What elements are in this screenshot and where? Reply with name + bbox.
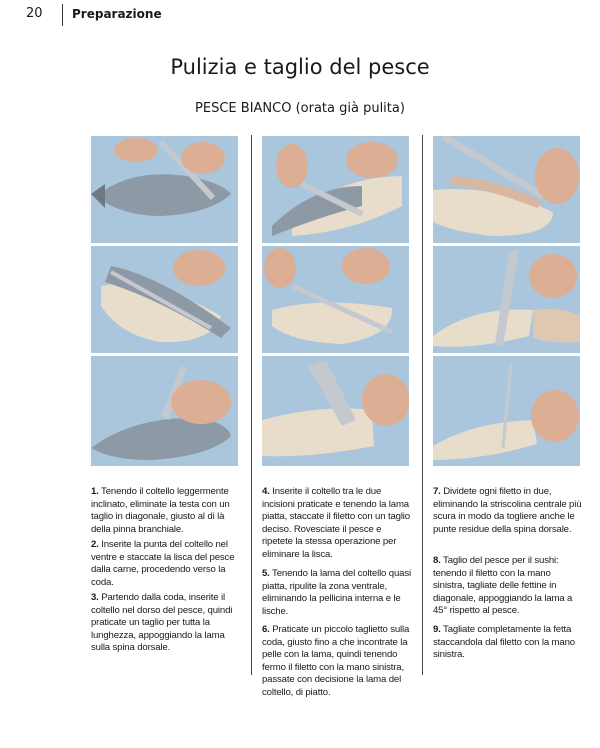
step-text: Tagliate completamente la fetta staccandola dal filetto con la mano sinistra.: [433, 624, 575, 661]
page-header: [0, 0, 600, 30]
step-number: 1.: [91, 486, 99, 497]
step-3: [91, 592, 241, 655]
fish-head-cut-photo: [91, 136, 238, 243]
diagonal-slicing-photo: [433, 246, 580, 353]
step-number: 6.: [262, 624, 270, 635]
sushi-slice-photo: [433, 356, 580, 466]
fillet-lifted-photo: [262, 136, 409, 243]
step-number: 4.: [262, 486, 270, 497]
step-text: Tenendo il coltello leggermente inclinato, eliminate la testa con un taglio in diagonale, giusto al di là della pinna branchiale.: [91, 486, 230, 535]
column-divider: [251, 135, 252, 675]
knife-along-spine-photo: [91, 356, 238, 466]
step-1: [91, 486, 241, 536]
step-text: Dividete ogni filetto in due, eliminando la striscolina centrale più scura in modo da togliere anche le punte residue della spina dorsale.: [433, 486, 582, 535]
step-number: 5.: [262, 568, 270, 579]
step-4: [262, 486, 412, 562]
step-number: 9.: [433, 624, 441, 635]
step-text: Taglio del pesce per il sushi: tenendo il filetto con la mano sinistra, tagliate delle fettine in diagonale, appoggiando la lama a 45° rispetto al pesce.: [433, 555, 573, 617]
skin-removal-photo: [262, 356, 409, 466]
column-divider: [422, 135, 423, 675]
step-7: [433, 486, 583, 536]
step-5: [262, 568, 412, 618]
step-text: Tenendo la lama del coltello quasi piatta, ripulite la zona ventrale, eliminando la pellicina interna e le lische.: [262, 568, 411, 617]
step-text: Praticate un piccolo taglietto sulla coda, giusto fino a che incontrate la pelle con la lama, quindi tenendo fermo il filetto con la mano sinistra, passate con decisione la lama del coltello, di piatto.: [262, 624, 410, 698]
ventral-trim-photo: [262, 246, 409, 353]
step-text: Partendo dalla coda, inserite il coltello nel dorso del pesce, quindi praticate un taglio per tutta la lunghezza, appoggiando la lama sulla spina dorsale.: [91, 592, 233, 654]
section-title: Preparazione: [72, 7, 162, 21]
step-number: 2.: [91, 539, 99, 550]
step-text: Inserite il coltello tra le due incisioni praticate e tenendo la lama piatta, staccate il filetto con un taglio deciso. Rovesciate il pesce e ripetete la stessa operazione per eliminare la lisca.: [262, 486, 410, 560]
step-text: Inserite la punta del coltello nel ventre e staccate la lisca del pesce dalla carne, procedendo verso la coda.: [91, 539, 235, 588]
step-2: [91, 539, 241, 589]
header-divider: [62, 4, 63, 26]
page-number: 20: [26, 6, 43, 21]
step-number: 7.: [433, 486, 441, 497]
step-9: [433, 624, 583, 662]
step-number: 8.: [433, 555, 441, 566]
fillet-separation-photo: [91, 246, 238, 353]
fillet-split-photo: [433, 136, 580, 243]
step-6: [262, 624, 412, 700]
step-number: 3.: [91, 592, 99, 603]
page-subtitle: PESCE BIANCO (orata già pulita): [195, 101, 405, 116]
step-8: [433, 555, 583, 618]
page-title: Pulizia e taglio del pesce: [170, 55, 430, 79]
